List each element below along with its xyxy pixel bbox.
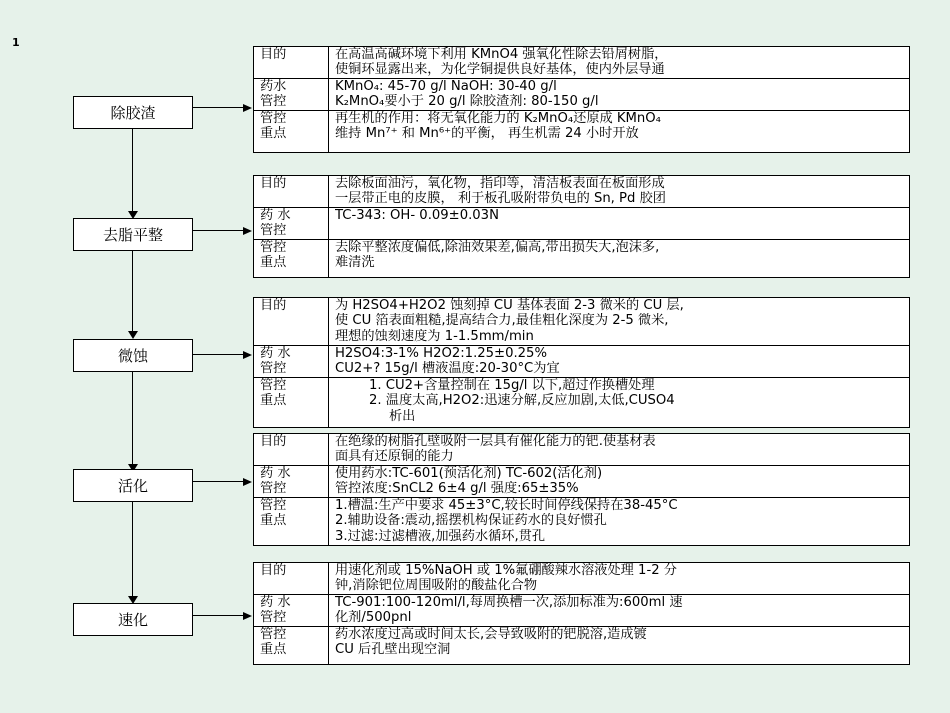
step-arrow-right xyxy=(243,104,252,112)
step-box[interactable] xyxy=(73,469,193,502)
step-box[interactable] xyxy=(73,218,193,251)
step-connector xyxy=(193,230,243,231)
step-label: 活化 xyxy=(117,477,148,495)
row-content: H2SO4:3-1% H2O2:1.25±0.25% CU2+? 15g/l 槽液温度:20-30°C为宜 xyxy=(329,346,910,378)
row-label: 管控 重点 xyxy=(254,240,329,278)
row-content: 去除平整浓度偏低,除油效果差,偏高,带出损失大,泡沫多, 难清洗 xyxy=(329,240,910,278)
row-content: 使用药水:TC-601(预活化剂) TC-602(活化剂) 管控浓度:SnCL2 6±4 g/l 强度:65±35% xyxy=(329,466,910,498)
spec-table xyxy=(253,46,910,153)
row-label: 管控 重点 xyxy=(254,498,329,546)
row-label: 药 水 管控 xyxy=(254,208,329,240)
row-content: 在高温高碱环境下利用 KMnO4 强氧化性除去铅屑树脂， 使铜环显露出来，为化学铜提供良好基体，使内外层导通 xyxy=(329,47,910,79)
row-content: 在绝缘的树脂孔壁吸附一层具有催化能力的钯.使基材表 面具有还原铜的能力 xyxy=(329,434,910,466)
row-content: 用速化剂或 15%NaOH 或 1%氟硼酸辣水溶液处理 1-2 分 钟,消除钯位周围吸附的酸盐化合物 xyxy=(329,563,910,595)
step-arrow-right xyxy=(243,478,252,486)
row-content: KMnO₄: 45-70 g/l NaOH: 30-40 g/l K₂MnO₄要小于 20 g/l 除胶渣剂: 80-150 g/l xyxy=(329,79,910,111)
spec-row xyxy=(254,563,910,595)
row-content: 1.槽温:生产中要求 45±3°C,较长时间停线保持在38-45°C 2.辅助设备:震动,摇摆机构保证药水的良好惯孔 3.过滤:过滤槽液,加强药水循环,贯孔 xyxy=(329,498,910,546)
step-arrow-right xyxy=(243,227,252,235)
step-label: 除胶渣 xyxy=(110,104,156,122)
spec-row xyxy=(254,595,910,627)
flow-connector xyxy=(132,371,133,465)
spec-table xyxy=(253,175,910,278)
spec-row xyxy=(254,208,910,240)
row-content: 药水浓度过高或时间太长,会导致吸附的钯脱溶,造成镀 CU 后孔壁出现空洞 xyxy=(329,627,910,665)
page-number: 1 xyxy=(12,36,20,49)
row-label: 管控 重点 xyxy=(254,111,329,153)
row-label: 药 水 管控 xyxy=(254,595,329,627)
spec-row xyxy=(254,346,910,378)
row-label: 目的 xyxy=(254,176,329,208)
step-label: 速化 xyxy=(117,611,148,629)
spec-row xyxy=(254,498,910,546)
spec-row xyxy=(254,627,910,665)
step-connector xyxy=(193,615,243,616)
row-label: 目的 xyxy=(254,434,329,466)
step-arrow-right xyxy=(243,351,252,359)
step-arrow-right xyxy=(243,612,252,620)
row-label: 药 水 管控 xyxy=(254,346,329,378)
flow-arrow-down xyxy=(128,331,138,339)
row-label: 目的 xyxy=(254,298,329,346)
row-content: TC-901:100-120ml/l,每周换槽一次,添加标准为:600ml 速 化剂/500pnl xyxy=(329,595,910,627)
spec-row xyxy=(254,434,910,466)
row-label: 管控 重点 xyxy=(254,378,329,428)
step-connector xyxy=(193,481,243,482)
flow-connector xyxy=(132,250,133,332)
step-label: 去脂平整 xyxy=(102,226,163,244)
spec-row xyxy=(254,378,910,428)
step-box[interactable] xyxy=(73,96,193,129)
spec-row xyxy=(254,240,910,278)
row-content: 去除板面油污，氧化物，指印等，清洁板表面在板面形成 一层带正电的皮膜， 利于板孔吸附带负电的 Sn, Pd 胶团 xyxy=(329,176,910,208)
row-label: 目的 xyxy=(254,563,329,595)
spec-table xyxy=(253,433,910,546)
spec-row xyxy=(254,176,910,208)
flow-connector xyxy=(132,129,133,212)
step-box[interactable] xyxy=(73,339,193,372)
step-connector xyxy=(193,107,243,108)
step-box[interactable] xyxy=(73,603,193,636)
spec-row xyxy=(254,47,910,79)
spec-row xyxy=(254,79,910,111)
row-content: TC-343: OH- 0.09±0.03N xyxy=(329,208,910,240)
row-content: 为 H2SO4+H2O2 蚀刻掉 CU 基体表面 2-3 微米的 CU 层, 使 CU 箔表面粗糙,提高结合力,最佳粗化深度为 2-5 微米, 理想的蚀刻速度为 1-1.5mm/min xyxy=(329,298,910,346)
row-label: 管控 重点 xyxy=(254,627,329,665)
spec-row xyxy=(254,466,910,498)
flow-connector xyxy=(132,502,133,597)
row-label: 目的 xyxy=(254,47,329,79)
step-connector xyxy=(193,354,243,355)
row-content: 1. CU2+含量控制在 15g/l 以下,超过作换槽处理 2. 温度太高,H2O2:迅速分解,反应加剧,太低,CUSO4 析出 xyxy=(329,378,910,428)
spec-row xyxy=(254,298,910,346)
row-content: 再生机的作用：将无氧化能力的 K₂MnO₄还原成 KMnO₄ 维持 Mn⁷⁺ 和 Mn⁶⁺的平衡， 再生机需 24 小时开放 xyxy=(329,111,910,153)
spec-table xyxy=(253,562,910,665)
spec-row xyxy=(254,111,910,153)
spec-table xyxy=(253,297,910,428)
row-label: 药 水 管控 xyxy=(254,466,329,498)
step-label: 微蚀 xyxy=(117,347,148,365)
row-label: 药水 管控 xyxy=(254,79,329,111)
